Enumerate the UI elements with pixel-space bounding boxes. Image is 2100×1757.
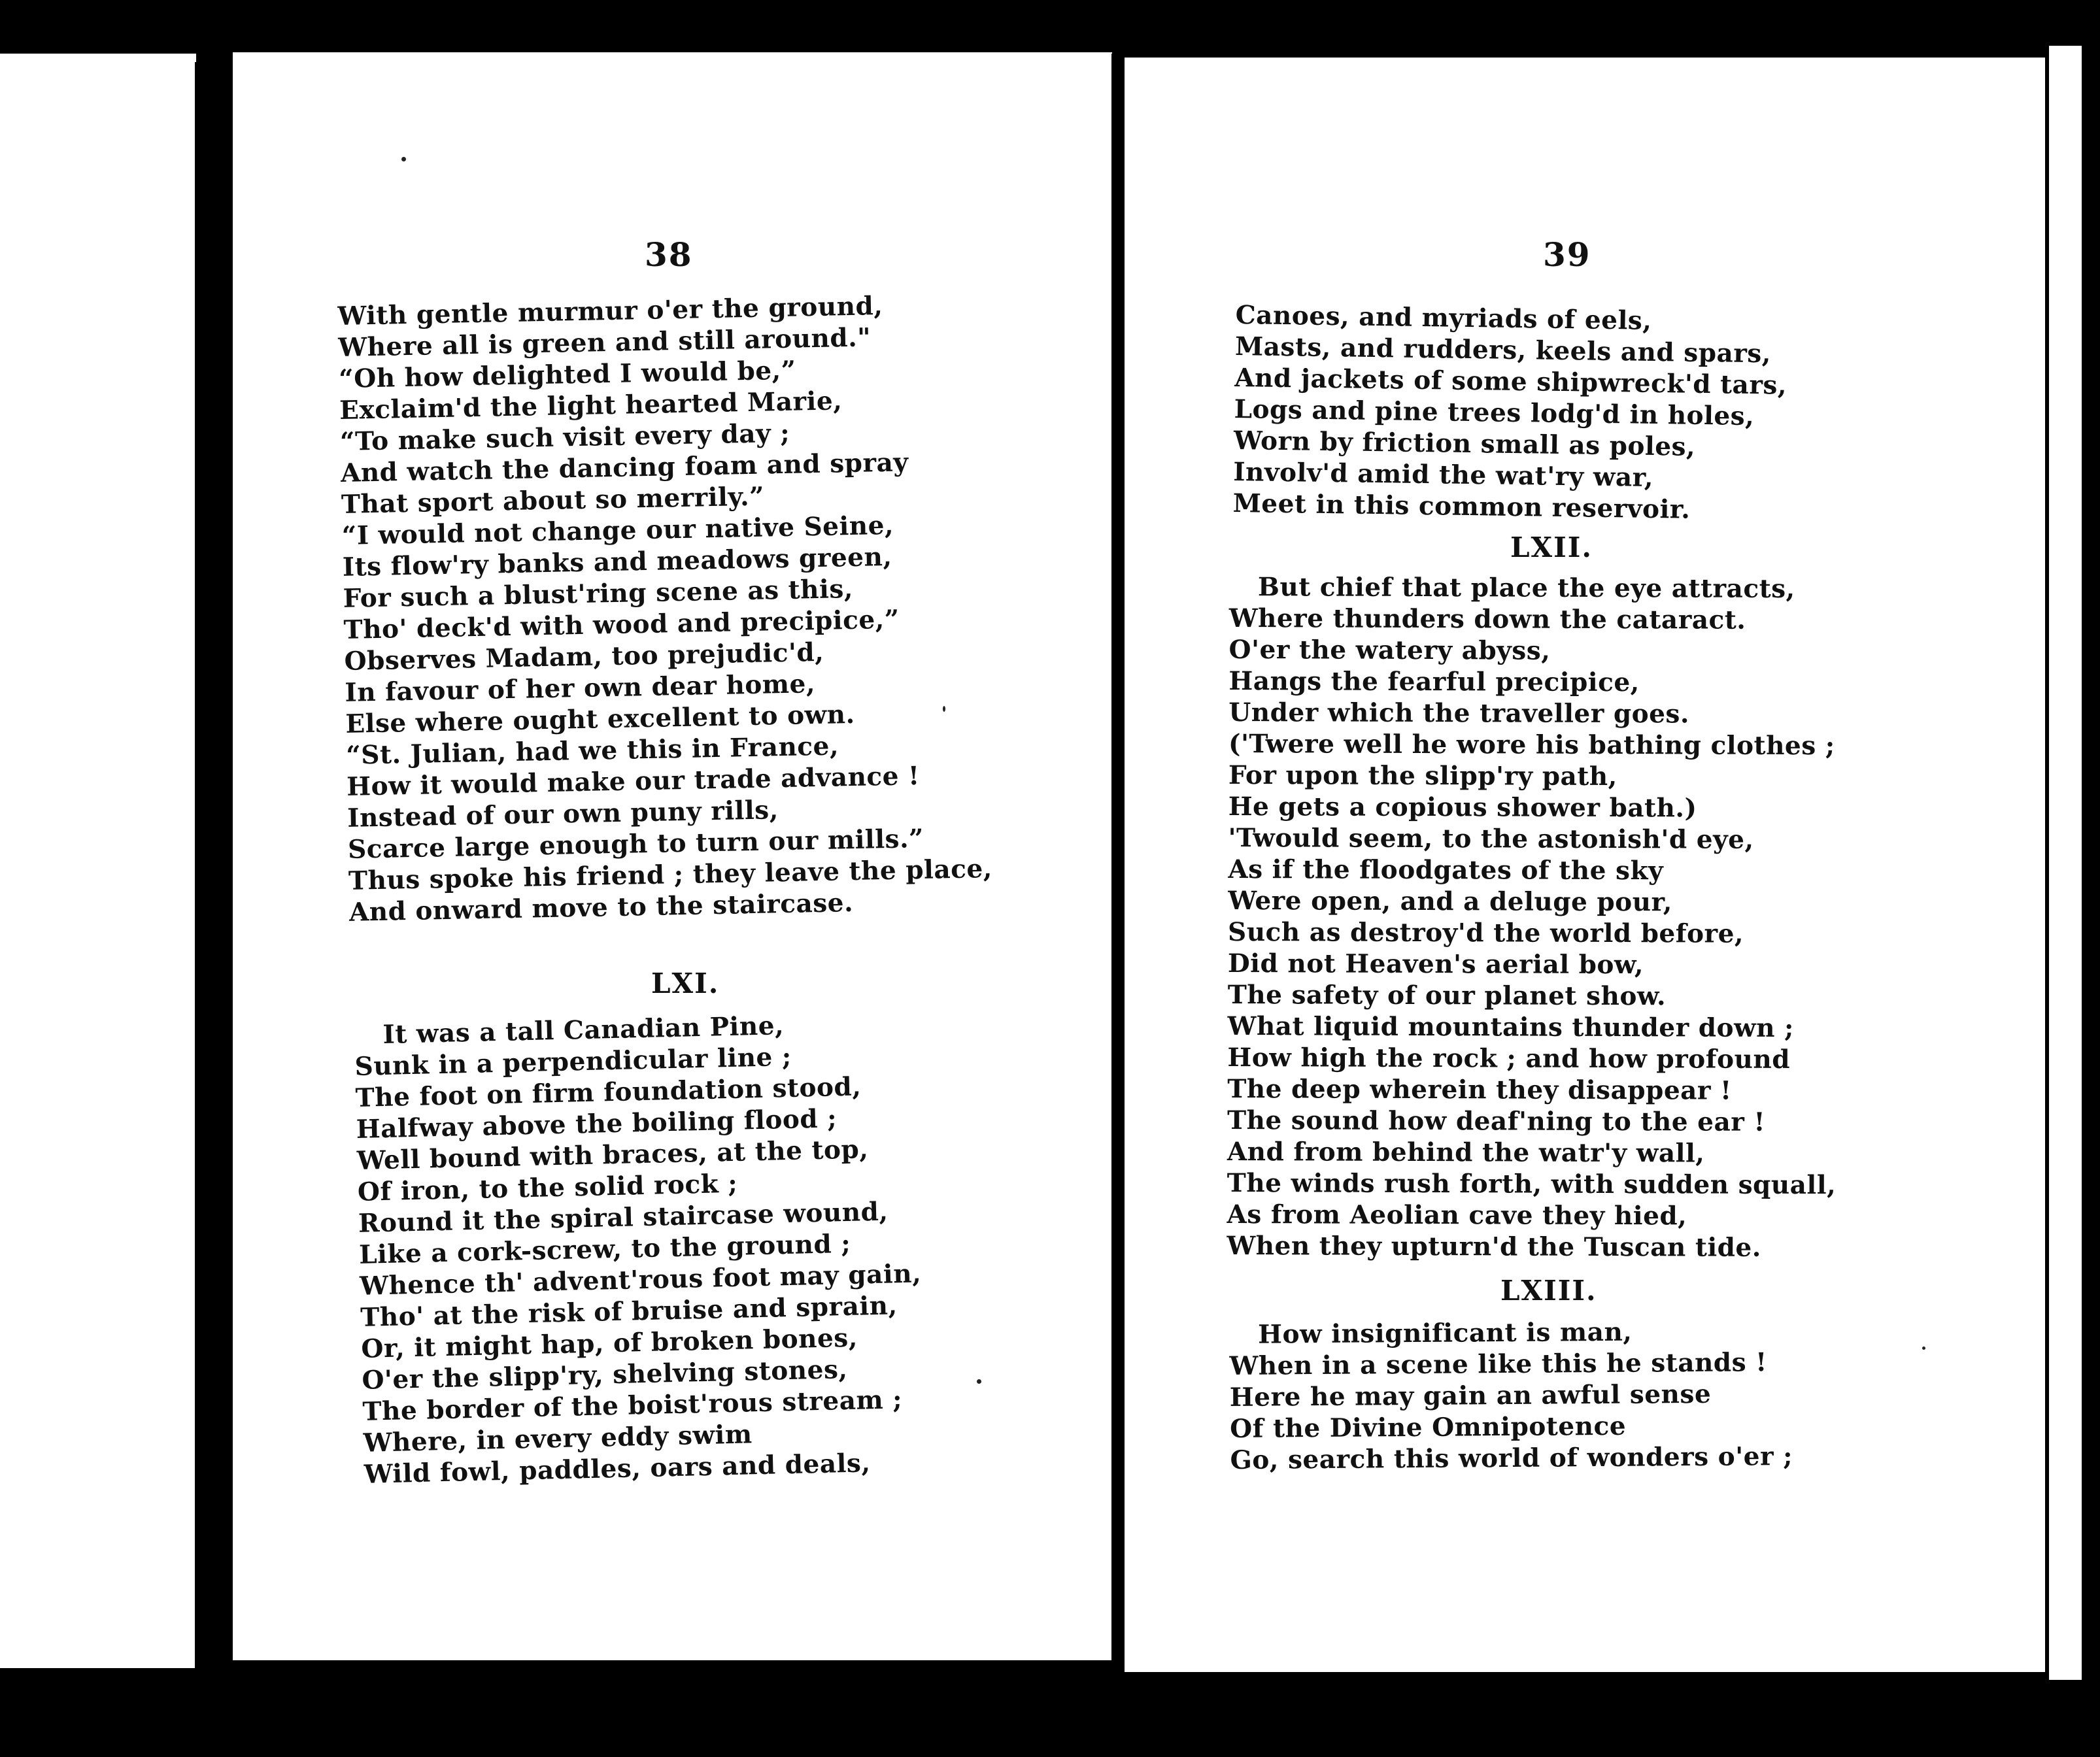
verse-line: Round it the spiral staircase wound, xyxy=(358,1196,889,1239)
page-38 xyxy=(233,52,1112,1660)
next-page-edge xyxy=(2045,46,2082,1680)
verse-line: And onward move to the staircase. xyxy=(348,888,854,928)
verse-line: Halfway above the boiling flood ; xyxy=(356,1103,838,1145)
verse-line: Like a cork-screw, to the ground ; xyxy=(358,1228,851,1270)
verse-line: As from Aeolian cave they hied, xyxy=(1227,1199,1687,1231)
verse-line: Its flow'ry banks and meadows green, xyxy=(342,541,892,582)
verse-line: Logs and pine trees lodg'd in holes, xyxy=(1234,393,1755,432)
verse-line: Instead of our own puny rills, xyxy=(347,795,779,833)
verse-line: Scarce large enough to turn our mills.” xyxy=(347,823,924,865)
verse-line: Of the Divine Omnipotence xyxy=(1230,1411,1627,1444)
verse-line: Canoes, and myriads of eels, xyxy=(1235,299,1652,336)
verse-line: Did not Heaven's aerial bow, xyxy=(1227,948,1644,980)
page-number: 39 xyxy=(1543,235,1591,274)
page-39 xyxy=(1125,58,2045,1672)
verse-line: What liquid mountains thunder down ; xyxy=(1227,1011,1795,1044)
verse-block-stanza-lxi xyxy=(354,1007,926,1490)
verse-line: But chief that place the eye attracts, xyxy=(1257,572,1795,605)
verse-line: Where thunders down the cataract. xyxy=(1228,603,1746,635)
verse-line: Tho' deck'd with wood and precipice,” xyxy=(343,604,900,645)
verse-line: When in a scene like this he stands ! xyxy=(1229,1347,1767,1381)
verse-line: “To make such visit every day ; xyxy=(339,418,790,457)
verse-line: 'Twould seem, to the astonish'd eye, xyxy=(1228,822,1754,855)
verse-line: The safety of our planet show. xyxy=(1227,979,1667,1012)
verse-line: Under which the traveller goes. xyxy=(1228,697,1690,729)
verse-line: Or, it might hap, of broken bones, xyxy=(360,1322,858,1364)
verse-line: Where, in every eddy swim xyxy=(363,1419,753,1458)
stanza-heading: LXI. xyxy=(651,967,720,999)
verse-line: Where all is green and still around." xyxy=(337,322,872,363)
verse-line: The deep wherein they disappear ! xyxy=(1227,1073,1732,1106)
verse-line: It was a tall Canadian Pine, xyxy=(382,1011,785,1050)
verse-line: Observes Madam, too prejudic'd, xyxy=(344,637,824,677)
verse-line: Exclaim'd the light hearted Marie, xyxy=(339,386,843,426)
verse-block-stanza-lxiii xyxy=(1229,1315,1793,1476)
spine-line xyxy=(1111,54,1119,1688)
verse-line: Go, search this world of wonders o'er ; xyxy=(1230,1441,1793,1475)
verse-line: Here he may gain an awful sense xyxy=(1229,1379,1712,1413)
verse-line: The winds rush forth, with sudden squall, xyxy=(1227,1167,1837,1201)
verse-line: O'er the slipp'ry, shelving stones, xyxy=(362,1354,848,1396)
verse-line: Such as destroy'd the world before, xyxy=(1227,916,1744,949)
verse-block-continuation xyxy=(1232,299,1787,527)
verse-block-continuation xyxy=(337,288,993,928)
verse-line: Thus spoke his friend ; they leave the place, xyxy=(348,853,993,896)
verse-line: O'er the watery abyss, xyxy=(1228,634,1551,666)
verse-line: ('Twere well he wore his bathing clothes ; xyxy=(1228,728,1835,761)
verse-line: How insignificant is man, xyxy=(1258,1316,1633,1350)
verse-line: Worn by friction small as poles, xyxy=(1233,425,1696,462)
page-number: 38 xyxy=(645,235,693,274)
verse-line: He gets a copious shower bath.) xyxy=(1228,791,1697,824)
verse-line: Tho' at the risk of bruise and sprain, xyxy=(360,1290,898,1333)
paper-speck xyxy=(401,157,406,161)
verse-line: The sound how deaf'ning to the ear ! xyxy=(1227,1105,1766,1137)
verse-line: For such a blust'ring scene as this, xyxy=(343,573,854,614)
verse-line: “St. Julian, had we this in France, xyxy=(345,731,839,771)
verse-line: Were open, and a deluge pour, xyxy=(1228,885,1672,918)
verse-line: How it would make our trade advance ! xyxy=(346,761,921,802)
verse-line: Well bound with braces, at the top, xyxy=(356,1134,869,1176)
verse-line: For upon the slipp'ry path, xyxy=(1228,760,1617,792)
paper-speck xyxy=(1922,1347,1925,1350)
verse-line: As if the floodgates of the sky xyxy=(1228,854,1664,886)
previous-page-edge xyxy=(0,54,196,1668)
verse-line: Masts, and rudders, keels and spars, xyxy=(1234,331,1772,369)
verse-line: Meet in this common reservoir. xyxy=(1232,488,1691,525)
verse-line: “Oh how delighted I would be,” xyxy=(338,355,797,394)
verse-line: Involv'd amid the wat'ry war, xyxy=(1232,456,1654,493)
verse-line: That sport about so merrily.” xyxy=(341,481,765,520)
verse-line: With gentle murmur o'er the ground, xyxy=(337,290,883,331)
gutter-shadow xyxy=(195,62,237,1677)
verse-line: Whence th' advent'rous foot may gain, xyxy=(359,1258,922,1301)
verse-line: Of iron, to the solid rock ; xyxy=(357,1168,738,1207)
verse-line: The border of the boist'rous stream ; xyxy=(362,1384,903,1427)
paper-speck xyxy=(943,706,945,712)
verse-line: “I would not change our native Seine, xyxy=(341,510,894,551)
stanza-heading: LXII. xyxy=(1510,531,1593,563)
verse-line: Else where ought excellent to own. xyxy=(345,699,856,739)
paper-speck xyxy=(977,1379,981,1384)
verse-line: And watch the dancing foam and spray xyxy=(340,447,909,488)
stanza-heading: LXIII. xyxy=(1500,1275,1597,1307)
verse-line: How high the rock ; and how profound xyxy=(1227,1042,1791,1075)
verse-line: When they upturn'd the Tuscan tide. xyxy=(1227,1230,1761,1263)
verse-line: And from behind the watr'y wall, xyxy=(1227,1136,1705,1169)
verse-line: Sunk in a perpendicular line ; xyxy=(354,1041,792,1082)
verse-line: The foot on firm foundation stood, xyxy=(355,1071,862,1113)
verse-line: Wild fowl, paddles, oars and deals, xyxy=(364,1448,871,1490)
verse-block-stanza-lxii xyxy=(1227,571,1838,1263)
verse-line: And jackets of some shipwreck'd tars, xyxy=(1234,362,1787,401)
verse-line: Hangs the fearful precipice, xyxy=(1228,665,1640,698)
verse-line: In favour of her own dear home, xyxy=(345,669,816,708)
